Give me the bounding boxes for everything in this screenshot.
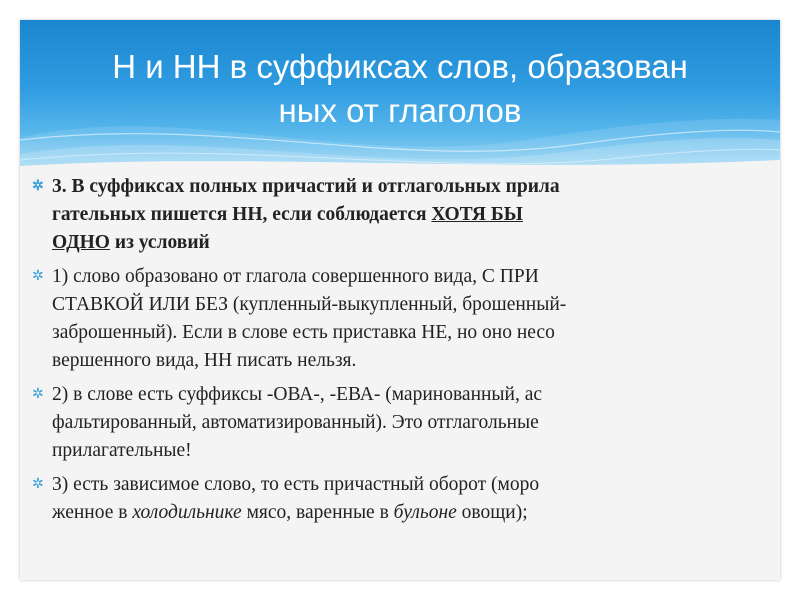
emphasis-at-least: ХОТЯ БЫ <box>431 204 523 225</box>
condition-3-line-1: 3) есть зависимое слово, то есть причастный оборот (моро <box>52 474 540 495</box>
condition-3-line-2a: женное в <box>52 502 133 523</box>
title-line-2: ных от глаголов <box>278 92 522 129</box>
slide-title <box>30 45 770 133</box>
condition-3-line-2e: овощи); <box>456 502 528 523</box>
condition-2-line-3: прилагательные! <box>52 440 192 461</box>
condition-1-line-2: СТАВКОЙ ИЛИ БЕЗ (купленный-выкупленный, брошенный- <box>52 294 567 315</box>
condition-1-line-3: заброшенный). Если в слове есть приставка НЕ, но оно несо <box>52 322 555 343</box>
condition-2 <box>32 381 750 465</box>
slide <box>20 20 780 580</box>
title-banner <box>20 20 780 170</box>
condition-3-line-2c: мясо, варенные в <box>241 502 394 523</box>
bullet-icon: ✲ <box>32 269 44 284</box>
condition-1 <box>32 263 750 375</box>
emphasis-one: ОДНО <box>52 232 110 253</box>
example-word-broth: бульоне <box>393 502 457 523</box>
rule-3-line-1: 3. В суффиксах полных причастий и отглагольных прила <box>52 176 560 197</box>
condition-2-line-1: 2) в слове есть суффиксы -ОВА-, -ЕВА- (маринованный, ас <box>52 384 543 405</box>
condition-3 <box>32 471 750 527</box>
condition-1-line-1: 1) слово образовано от глагола совершенного вида, С ПРИ <box>52 266 539 287</box>
rules-list <box>32 173 750 533</box>
rule-3-line-2: гательных пишется НН, если соблюдается <box>52 204 432 225</box>
bullet-icon: ✲ <box>32 387 44 402</box>
rule-3-line-3-tail: из условий <box>109 232 210 253</box>
bullet-icon: ✲ <box>32 477 44 492</box>
condition-2-line-2: фальтированный, автоматизированный). Это отглагольные <box>52 412 539 433</box>
title-line-1: Н и НН в суффиксах слов, образован <box>112 48 688 85</box>
bullet-icon: ✲ <box>32 179 44 194</box>
example-word-refrigerator: холодильнике <box>132 502 242 523</box>
rule-3-heading <box>32 173 750 257</box>
condition-1-line-4: вершенного вида, НН писать нельзя. <box>52 350 357 371</box>
